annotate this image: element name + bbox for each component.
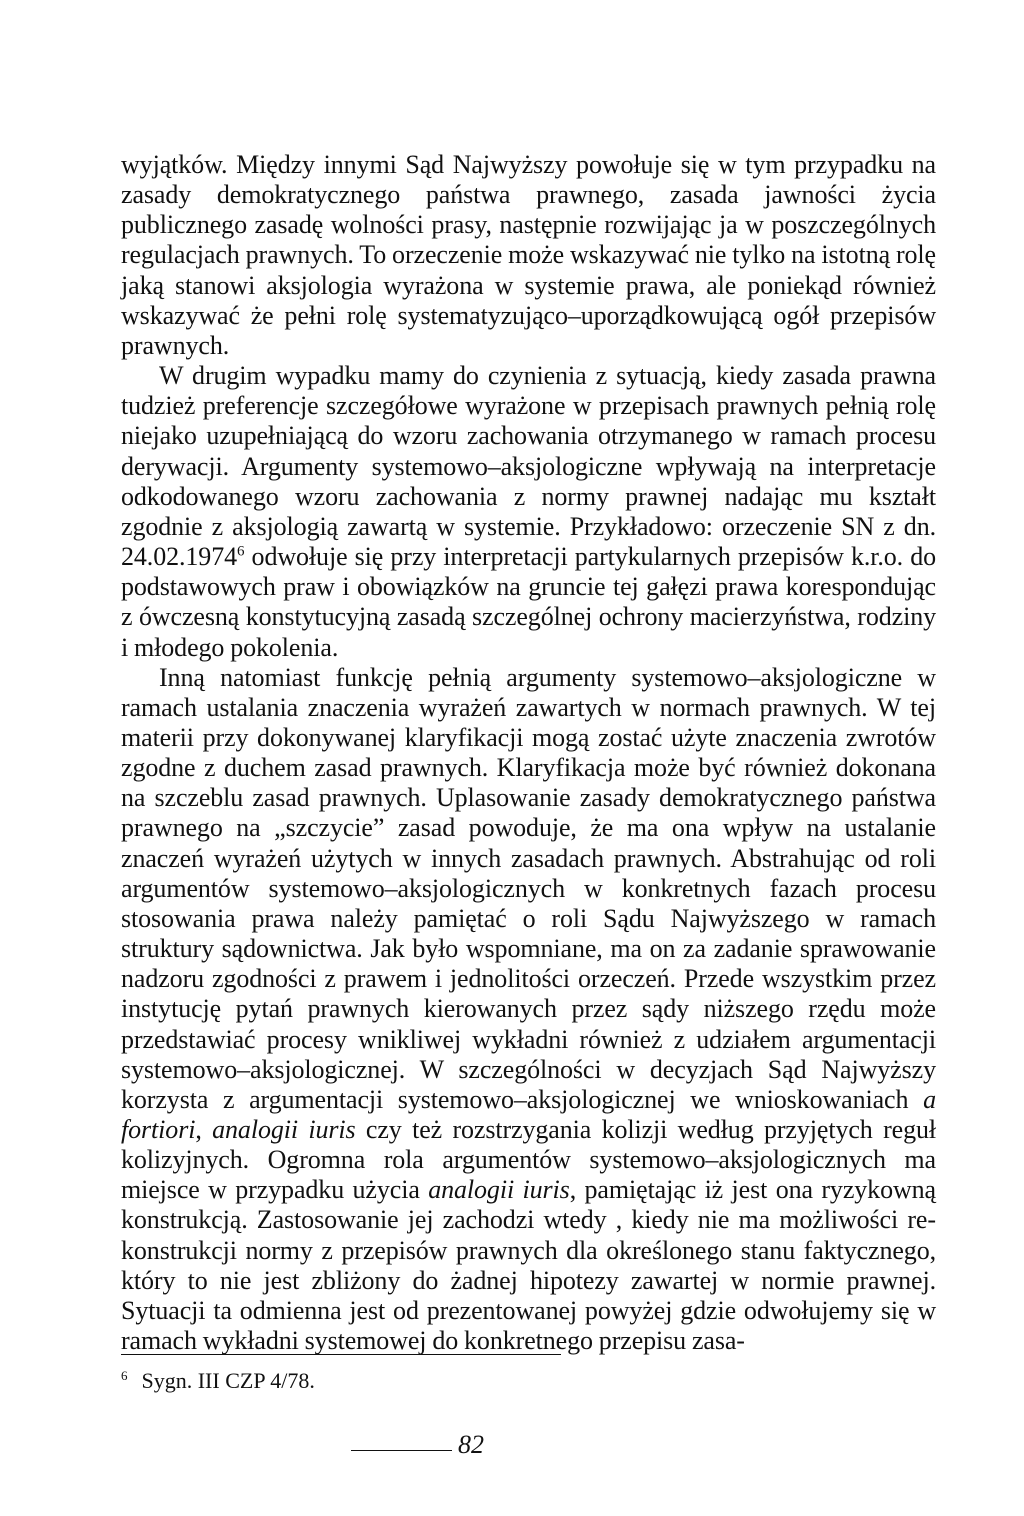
paragraph-3 [121, 663, 936, 1357]
italic-term: a fortiori [121, 1084, 936, 1144]
text-run: Inną natomiast funkcję pełnią argumenty systemowo–aksjologiczne w ramach ustalania znaczenia wyrażeń zawartych w normach prawnych. W tej materii przy dokonywanej klaryfikacji mogą zostać użyte znaczenia zwrotów zgodne z duchem zasad prawnych. Klaryfikacja może być również dokonana na szczeblu zasad prawnych. Uplasowanie zasady demokratycznego państwa prawnego na „szczycie” zasad powoduje, że ma ona wpływ na ustalanie znaczeń wyrażeń użytych w innych zasadach prawnych. Abstrahując od roli argumentów systemowo–aksjologicznych w konkretnych fazach procesu stosowania prawa należy pamiętać o roli Sądu Najwyższego w ramach struktury sądownictwa. Jak było wspomniane, ma on za zadanie sprawowanie nadzoru zgodności z prawem i jednolitości orzeczeń. Przede wszystkim przez instytucję pytań prawnych kierowanych przez sądy niższego rzędu może przedstawiać procesy wnikliwej wykładni również z udziałem argumentacji systemowo–aksjologicznej. W szczególności w decyzjach Sąd Najwyższy korzysta z argumentacji systemowo–aksjologicznej we wnioskowaniach [121, 662, 936, 1114]
italic-term: analogii iuris [212, 1115, 356, 1144]
footnote-reference: 6 [237, 543, 245, 560]
paragraph-1 [121, 150, 936, 361]
text-run: W drugim wypadku mamy do czynienia z sytuacją, kiedy zasada prawna tudzież preferencje szczegółowe wyrażone w przepisach prawnych pełnią rolę niejako uzupełniającą do wzoru zachowania otrzymanego w ramach procesu derywacji. Argumenty systemowo–aksjologiczne wpływają na interpretacje odkodowanego wzoru zachowania z normy prawnej nadając mu kształt zgodnie z aksjologią zawartą w systemie. Przykładowo: orzeczenie SN z dn. 24.02.1974 [121, 361, 936, 572]
footnote-text: Sygn. III CZP 4/78. [141, 1368, 315, 1393]
page-number-rule [351, 1450, 452, 1451]
paragraph-2 [121, 361, 936, 663]
page-body [121, 150, 936, 1356]
text-run: , pamiętając iż jest ona ryzykowną konstrukcją. Zastosowanie jej zachodzi wtedy , kiedy nie ma możliwości rekonstrukcji normy z przepisów prawnych dla określonego stanu faktycznego, który to nie jest zbliżony do żadnej hipotezy zawartej w normie prawnej. Sytuacji ta odmienna jest od prezentowanej powyżej gdzie odwołujemy się w ramach wykładni systemowej do konkretnego przepisu zasa- [121, 1175, 936, 1356]
text-run: czy też rozstrzygania kolizji według przyjętych reguł kolizyjnych. Ogromna rola argumentów systemowo–aksjologicznych ma miejsce w przypadku użycia [121, 1115, 936, 1205]
footnote-number: 6 [121, 1367, 128, 1383]
text-run: wyjątków. Między innymi Sąd Najwyższy powołuje się w tym przypadku na zasady demokratycznego państwa prawnego, zasada jawności życia publicznego zasadę wolności prasy, następnie rozwijając ja w poszczególnych regulacjach prawnych. To orzeczenie może wskazywać nie tylko na istotną rolę jaką stanowi aksjologia wyrażona w systemie prawa, ale poniekąd również wskazywać że pełni rolę systematyzująco–uporządkowującą ogół przepisów prawnych. [121, 150, 936, 360]
italic-term: analogii iuris [428, 1175, 570, 1205]
footnote [121, 1368, 315, 1394]
footnote-separator [121, 1354, 561, 1355]
page-number: 82 [458, 1430, 484, 1459]
text-run: odwołuje się przy interpretacji partykularnych przepisów k.r.o. do podstawowych praw i obowiązków na gruncie tej gałęzi prawa korespondując z ówczesną konstytucyjną zasadą szczególnej ochrony macierzyństwa, rodziny i młodego pokolenia. [121, 542, 936, 662]
text-run: , [195, 1115, 213, 1144]
